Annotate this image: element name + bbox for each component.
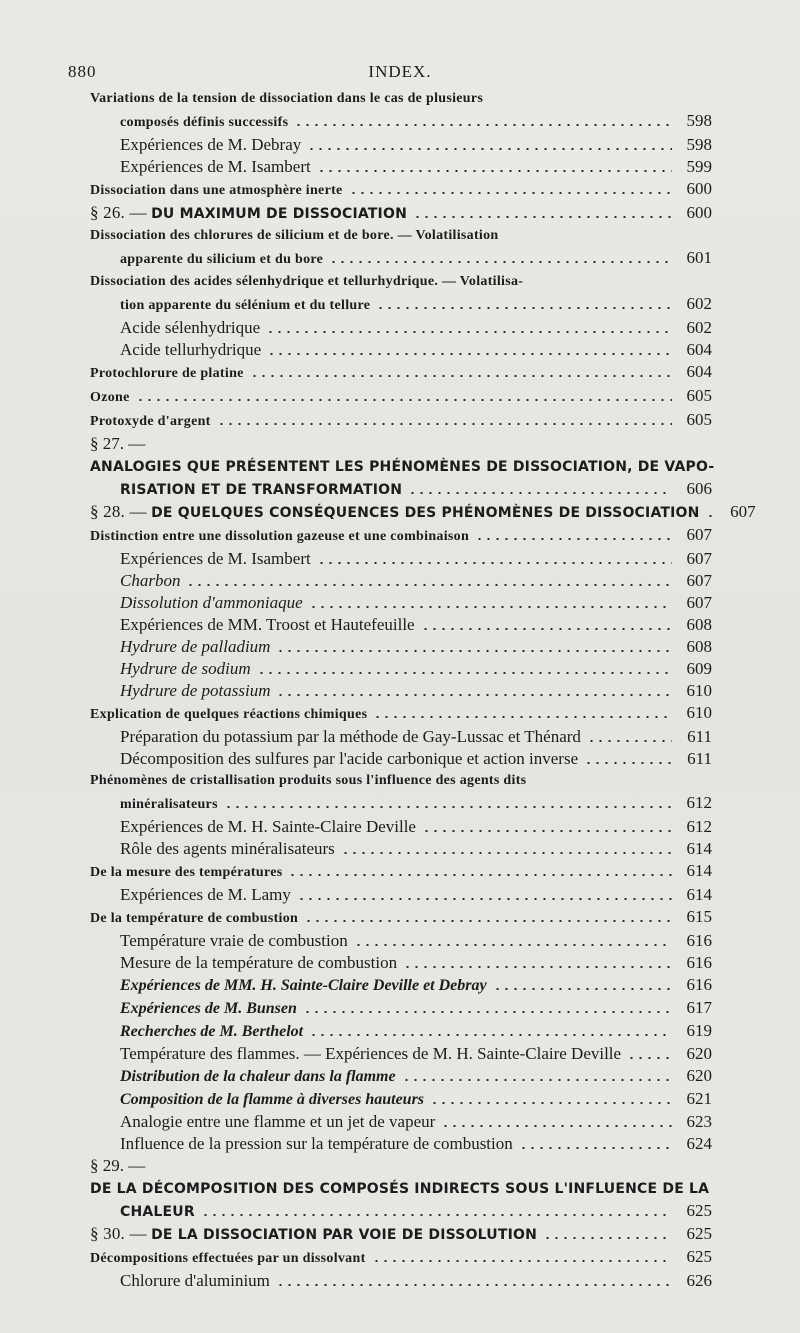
entry-line	[120, 997, 712, 1020]
entry-text: Composition de la flamme à diverses hauteurs	[120, 1091, 425, 1108]
entry-label	[120, 479, 402, 501]
entry-line	[120, 156, 712, 178]
dot-leader	[422, 818, 672, 832]
page-reference: 612	[686, 817, 712, 836]
entry-line	[120, 930, 712, 952]
entry-label	[120, 317, 260, 339]
dot-leader	[493, 976, 672, 990]
page-reference: 614	[686, 861, 712, 880]
entry-text: Dissociation dans une atmosphère inerte	[90, 183, 343, 198]
page-header	[0, 62, 800, 84]
entry-text: CHALEUR	[120, 1204, 195, 1220]
dot-leader	[304, 908, 672, 922]
page-number: 880	[68, 62, 97, 81]
entry-line	[90, 361, 712, 385]
entry-line	[120, 570, 712, 592]
dot-leader	[441, 1113, 672, 1127]
section-number: § 26. —	[90, 203, 152, 222]
page-reference: 625	[686, 1247, 712, 1266]
entry-label	[120, 1089, 424, 1111]
entry-line	[120, 884, 712, 906]
dot-leader	[276, 638, 672, 652]
page-reference: 602	[686, 294, 712, 313]
index-entry	[90, 1043, 712, 1065]
dot-leader	[317, 550, 672, 564]
index-entry	[90, 409, 712, 433]
entry-label	[120, 1043, 621, 1065]
index-entry	[90, 884, 712, 906]
entry-line	[120, 1133, 712, 1155]
entry-text-line: Dissociation des chlorures de silicium et de bore. — Volatilisation	[90, 228, 499, 243]
entry-label	[120, 748, 578, 770]
page-reference: 614	[686, 885, 712, 904]
dot-leader	[303, 999, 672, 1013]
entry-line	[120, 548, 712, 570]
entry-label	[90, 1223, 537, 1246]
dot-leader	[403, 954, 672, 968]
index-entry	[90, 433, 715, 501]
page-reference: 604	[686, 362, 712, 381]
page-reference: 600	[686, 203, 712, 222]
entry-text: minéralisateurs	[120, 797, 218, 812]
entry-text: Ozone	[90, 390, 130, 405]
page-reference: 620	[686, 1066, 712, 1085]
dot-leader	[276, 682, 672, 696]
entry-line	[90, 202, 712, 225]
entry-label	[120, 658, 251, 680]
page-reference: 601	[686, 248, 712, 267]
entry-line	[90, 1200, 712, 1223]
page-reference: 607	[686, 593, 712, 612]
index-entry	[90, 636, 712, 658]
page-reference: 607	[686, 525, 712, 544]
entry-text: Expériences de MM. H. Sainte-Claire Deville et Debray	[120, 977, 487, 994]
entry-line	[120, 680, 712, 702]
page-reference: 609	[686, 659, 712, 678]
index-entry	[90, 317, 712, 339]
page-reference: 610	[686, 681, 712, 700]
dot-leader	[288, 862, 672, 876]
index-entry	[90, 1155, 712, 1223]
entry-text: Décomposition des sulfures par l'acide carbonique et action inverse	[120, 749, 579, 768]
dot-leader	[584, 750, 672, 764]
page-reference: 602	[686, 318, 712, 337]
page-reference: 598	[686, 135, 712, 154]
entry-text: Température vraie de combustion	[120, 931, 348, 950]
page-reference: 621	[686, 1089, 712, 1108]
entry-text: Expériences de M. H. Sainte-Claire Deville	[120, 817, 416, 836]
entry-line	[90, 247, 712, 271]
index-entry	[90, 1111, 712, 1133]
dot-leader	[136, 387, 672, 401]
index-entry	[90, 592, 712, 614]
entry-label	[120, 1133, 513, 1155]
entry-label	[90, 704, 367, 726]
page-reference: 599	[686, 157, 712, 176]
entry-line	[120, 1065, 712, 1088]
page-reference: 615	[686, 907, 712, 926]
dot-leader	[354, 932, 672, 946]
index-entry	[90, 134, 712, 156]
entry-text: Protochlorure de platine	[90, 366, 244, 381]
entry-label	[90, 501, 700, 524]
entry-label	[90, 202, 407, 225]
index-entry	[90, 726, 712, 748]
entry-text: Acide sélenhydrique	[120, 318, 261, 337]
entry-label	[120, 1021, 303, 1043]
index-entry	[90, 614, 712, 636]
entry-text: Préparation du potassium par la méthode de Gay-Lussac et Thénard	[120, 727, 581, 746]
dot-leader	[201, 1202, 672, 1216]
entry-text: De la mesure des températures	[90, 865, 283, 880]
entry-line	[120, 816, 712, 838]
section-number: § 30. —	[90, 1224, 152, 1243]
index-entry	[90, 1020, 712, 1043]
entry-text: Hydrure de potassium	[120, 681, 271, 700]
dot-leader	[217, 411, 672, 425]
page-reference: 608	[686, 615, 712, 634]
entry-text: Explication de quelques réactions chimiques	[90, 707, 368, 722]
dot-leader	[421, 616, 672, 630]
entry-label	[120, 930, 348, 952]
index-entry	[90, 1133, 712, 1155]
entry-line	[90, 1223, 712, 1246]
dot-leader	[266, 319, 672, 333]
entry-label	[90, 387, 130, 409]
entry-label	[120, 680, 270, 702]
entry-text: Température des flammes. — Expériences de M. H. Sainte-Claire Deville	[120, 1044, 622, 1063]
dot-leader	[627, 1045, 672, 1059]
entry-line	[120, 592, 712, 614]
dot-leader	[224, 794, 672, 808]
entry-text: Décompositions effectuées par un dissolvant	[90, 1251, 366, 1266]
entry-label	[120, 1066, 396, 1088]
page-reference: 619	[686, 1021, 712, 1040]
running-head: INDEX.	[368, 62, 432, 81]
dot-leader	[329, 249, 672, 263]
page-reference: 607	[686, 571, 712, 590]
entry-label	[120, 112, 288, 134]
entry-line	[90, 792, 712, 816]
index-entry	[90, 548, 712, 570]
page-reference: 625	[686, 1201, 712, 1220]
page-reference: 620	[686, 1044, 712, 1063]
entry-label	[120, 134, 301, 156]
entry-line	[90, 1246, 712, 1270]
dot-leader	[307, 136, 672, 150]
entry-label	[90, 363, 244, 385]
entry-line	[90, 385, 712, 409]
dot-leader	[341, 840, 672, 854]
entry-label	[90, 1248, 366, 1270]
entry-text: Expériences de M. Lamy	[120, 885, 291, 904]
page-reference: 616	[686, 931, 712, 950]
entry-line	[120, 1043, 712, 1065]
page-reference: 600	[686, 179, 712, 198]
page-reference: 616	[686, 975, 712, 994]
page-reference: 608	[686, 637, 712, 656]
entry-line	[120, 658, 712, 680]
index-entry	[90, 1270, 712, 1292]
entry-text: Influence de la pression sur la température de combustion	[120, 1134, 513, 1153]
page-reference: 607	[686, 549, 712, 568]
entry-label	[120, 1201, 195, 1223]
entry-line	[90, 178, 712, 202]
index-entry	[90, 997, 712, 1020]
entry-label	[120, 975, 487, 997]
entry-text: Dissolution d'ammoniaque	[120, 593, 303, 612]
dot-leader	[402, 1067, 672, 1081]
index-entry	[90, 1246, 712, 1270]
page-reference: 611	[687, 749, 712, 768]
dot-leader	[250, 363, 672, 377]
entry-label	[90, 411, 211, 433]
entry-line	[120, 614, 712, 636]
entry-label	[120, 816, 416, 838]
index-entry	[90, 178, 712, 202]
entry-label	[120, 295, 370, 317]
dot-leader	[309, 1022, 672, 1036]
entry-text: Acide tellurhydrique	[120, 340, 262, 359]
entry-line	[120, 339, 712, 361]
entry-label	[120, 592, 303, 614]
page-reference: 610	[686, 703, 712, 722]
index-entry	[90, 88, 712, 134]
page-reference: 616	[686, 953, 712, 972]
page-reference: 612	[686, 793, 712, 812]
entry-label	[90, 526, 469, 548]
entry-text: De la température de combustion	[90, 911, 299, 926]
entry-label	[120, 636, 270, 658]
entry-text: Recherches de M. Berthelot	[120, 1023, 304, 1040]
dot-leader	[372, 1248, 672, 1262]
index-entry	[90, 361, 712, 385]
entry-line	[90, 293, 712, 317]
entry-text-line: DE LA DÉCOMPOSITION DES COMPOSÉS INDIRECTS SOUS L'INFLUENCE DE LA	[90, 1181, 710, 1197]
dot-leader	[519, 1135, 672, 1149]
entry-label	[120, 952, 397, 974]
entry-text: Charbon	[120, 571, 181, 590]
entry-text: Expériences de MM. Troost et Hautefeuille	[120, 615, 415, 634]
entry-line	[90, 906, 712, 930]
entry-label	[90, 180, 343, 202]
entry-line	[120, 838, 712, 860]
entry-line	[90, 501, 756, 524]
entry-text: Mesure de la température de combustion	[120, 953, 398, 972]
page-reference: 623	[686, 1112, 712, 1131]
page-reference: 606	[686, 479, 712, 498]
entry-text: DU MAXIMUM DE DISSOCIATION	[151, 206, 407, 222]
index-entry	[90, 156, 712, 178]
index-entry	[90, 1088, 712, 1111]
index-entry	[90, 570, 712, 592]
index-entry	[90, 952, 712, 974]
entry-text: Distribution de la chaleur dans la flamme	[120, 1068, 396, 1085]
entry-line	[90, 702, 712, 726]
page-reference: 598	[686, 111, 712, 130]
index-entry	[90, 816, 712, 838]
page-reference: 625	[686, 1224, 712, 1243]
entry-text: Expériences de M. Isambert	[120, 549, 311, 568]
entry-line	[120, 134, 712, 156]
dot-leader	[413, 204, 672, 218]
dot-leader	[373, 704, 672, 718]
dot-leader	[317, 158, 672, 172]
entry-text: Expériences de M. Debray	[120, 135, 302, 154]
page-reference: 605	[686, 386, 712, 405]
index-entry	[90, 680, 712, 702]
dot-leader	[376, 295, 672, 309]
dot-leader	[186, 572, 672, 586]
entry-label	[90, 908, 298, 930]
entry-text-line: Dissociation des acides sélenhydrique et tellurhydrique. — Volatilisa-	[90, 274, 524, 289]
entry-text: Rôle des agents minéralisateurs	[120, 839, 335, 858]
page-reference: 605	[686, 410, 712, 429]
index-entry	[90, 1065, 712, 1088]
index-entry	[90, 838, 712, 860]
entry-label	[120, 726, 581, 748]
dot-leader	[297, 886, 672, 900]
entry-label	[120, 794, 218, 816]
section-number: § 28. —	[90, 502, 152, 521]
entry-text: composés définis successifs	[120, 115, 289, 130]
entry-text: Analogie entre une flamme et un jet de vapeur	[120, 1112, 436, 1131]
entry-line	[90, 524, 712, 548]
entry-label	[120, 838, 335, 860]
entry-text: Hydrure de sodium	[120, 659, 251, 678]
entry-label	[120, 1111, 435, 1133]
entry-text: Expériences de M. Bunsen	[120, 1000, 297, 1017]
entry-label	[120, 339, 261, 361]
dot-leader	[267, 341, 672, 355]
index-entry	[90, 524, 712, 548]
entry-line	[90, 110, 712, 134]
entry-line	[120, 1088, 712, 1111]
entry-line	[90, 860, 712, 884]
entry-label	[120, 998, 297, 1020]
page-reference: 614	[686, 839, 712, 858]
dot-leader	[430, 1090, 672, 1104]
entry-line	[90, 409, 712, 433]
entry-label	[120, 156, 311, 178]
entry-text: apparente du silicium et du bore	[120, 252, 324, 267]
dot-leader	[294, 112, 672, 126]
entry-label	[90, 862, 282, 884]
entry-text: Chlorure d'aluminium	[120, 1271, 270, 1290]
entry-line	[120, 1111, 712, 1133]
index-entry	[90, 658, 712, 680]
entry-label	[120, 1270, 270, 1292]
entry-text: DE LA DISSOCIATION PAR VOIE DE DISSOLUTION	[151, 1227, 538, 1243]
entry-label	[120, 548, 311, 570]
index-entry	[90, 339, 712, 361]
entry-label	[120, 614, 415, 636]
page-reference: 626	[686, 1271, 712, 1290]
index-entry	[90, 748, 712, 770]
page-reference: 607	[730, 502, 756, 521]
index-entry	[90, 770, 712, 816]
page-reference: 624	[686, 1134, 712, 1153]
entry-line	[120, 726, 712, 748]
entry-line	[90, 478, 712, 501]
index-entry	[90, 1223, 712, 1246]
index-entry	[90, 385, 712, 409]
entry-line	[120, 636, 712, 658]
entry-text: Distinction entre une dissolution gazeuse et une combinaison	[90, 529, 470, 544]
entry-text-line: ANALOGIES QUE PRÉSENTENT LES PHÉNOMÈNES DE DISSOCIATION, DE VAPO-	[90, 459, 715, 475]
entry-text: Hydrure de palladium	[120, 637, 271, 656]
entry-line	[120, 952, 712, 974]
index-entries	[90, 88, 756, 1292]
entry-text: Expériences de M. Isambert	[120, 157, 311, 176]
entry-label	[120, 570, 180, 592]
dot-leader	[257, 660, 672, 674]
section-number: § 27. —	[90, 434, 146, 453]
entry-label	[120, 884, 291, 906]
index-entry	[90, 271, 712, 317]
dot-leader	[408, 480, 672, 494]
index-entry	[90, 202, 712, 225]
entry-label	[120, 249, 323, 271]
page-reference: 617	[686, 998, 712, 1017]
section-number: § 29. —	[90, 1156, 146, 1175]
index-entry	[90, 930, 712, 952]
index-entry	[90, 225, 712, 271]
index-entry	[90, 501, 756, 524]
dot-leader	[309, 594, 672, 608]
page-reference: 611	[687, 727, 712, 746]
dot-leader	[587, 728, 672, 742]
entry-line	[120, 317, 712, 339]
entry-line	[120, 974, 712, 997]
index-entry	[90, 702, 712, 726]
dot-leader	[276, 1272, 672, 1286]
index-entry	[90, 974, 712, 997]
entry-text: tion apparente du sélénium et du tellure	[120, 298, 371, 313]
dot-leader	[543, 1225, 672, 1239]
entry-text: Protoxyde d'argent	[90, 414, 211, 429]
index-entry	[90, 860, 712, 884]
entry-line	[120, 748, 712, 770]
page-reference: 604	[686, 340, 712, 359]
entry-text: DE QUELQUES CONSÉQUENCES DES PHÉNOMÈNES DE DISSOCIATION	[151, 505, 700, 521]
index-entry	[90, 906, 712, 930]
dot-leader	[706, 503, 716, 517]
dot-leader	[349, 180, 672, 194]
entry-text: RISATION ET DE TRANSFORMATION	[120, 482, 403, 498]
entry-text-line: Variations de la tension de dissociation dans le cas de plusieurs	[90, 91, 484, 106]
entry-line	[120, 1270, 712, 1292]
entry-text-line: Phénomènes de cristallisation produits sous l'influence des agents dits	[90, 773, 527, 788]
entry-line	[120, 1020, 712, 1043]
dot-leader	[475, 526, 672, 540]
